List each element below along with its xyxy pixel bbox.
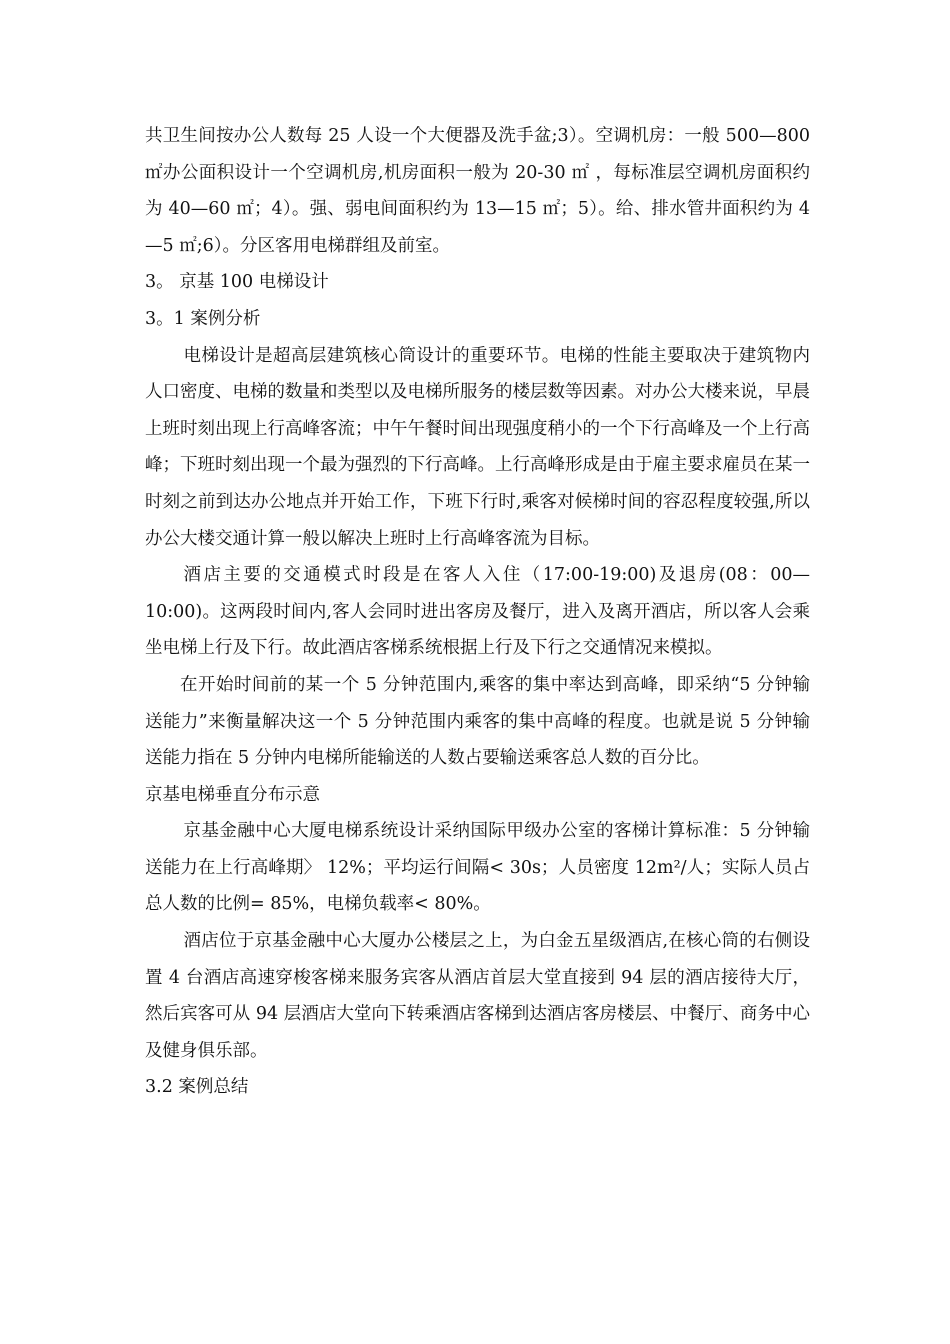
subsection-heading-case-summary: 3.2 案例总结 <box>145 1077 249 1098</box>
section-heading-elevator-design: 3。 京基 100 电梯设计 <box>145 272 329 293</box>
subsection-heading-case-analysis: 3。1 案例分析 <box>145 308 261 329</box>
paragraph-hotel-traffic: 酒店主要的交通模式时段是在客人入住（17:00-19:00)及退房(08：00—10:00)。这两段时间内,客人会同时进出客房及餐厅，进入及离开酒店，所以客人会乘坐电梯上行及下行。故此酒店客梯系统根据上行及下行之交通情况来模拟。 <box>145 565 810 659</box>
paragraph-office-traffic: 电梯设计是超高层建筑核心筒设计的重要环节。电梯的性能主要取决于建筑物内人口密度、电梯的数量和类型以及电梯所服务的楼层数等因素。对办公大楼来说，早晨上班时刻出现上行高峰客流；中午午餐时间出现强度稍小的一个下行高峰及一个上行高峰；下班时刻出现一个最为强烈的下行高峰。上行高峰形成是由于雇主要求雇员在某一时刻之前到达办公地点并开始工作，下班下行时,乘客对候梯时间的容忍程度较强,所以办公大楼交通计算一般以解决上班时上行高峰客流为目标。 <box>145 345 810 549</box>
document-body <box>145 118 810 1106</box>
paragraph-facilities: 共卫生间按办公人数每 25 人设一个大便器及洗手盆;3）。空调机房：一般 500—800 ㎡办公面积设计一个空调机房,机房面积一般为 20-30 ㎡ ，每标准层空调机房面积约为 40—60 ㎡；4）。强、弱电间面积约为 13—15 ㎡；5）。给、排水管井面积约为 4—5 ㎡;6）。分区客用电梯群组及前室。 <box>145 126 810 256</box>
paragraph-five-minute-capacity: 在开始时间前的某一个 5 分钟范围内,乘客的集中率达到高峰，即采纳“5 分钟输送能力”来衡量解决这一个 5 分钟范围内乘客的集中高峰的程度。也就是说 5 分钟输送能力指在 5 分钟内电梯所能输送的人数占要输送乘客总人数的百分比。 <box>145 674 810 769</box>
paragraph-design-standard: 京基金融中心大厦电梯系统设计采纳国际甲级办公室的客梯计算标准：5 分钟输送能力在上行高峰期〉 12%；平均运行间隔< 30s；人员密度 12m²/人；实际人员占总人数的比例= 85%，电梯负载率< 80%。 <box>145 821 810 915</box>
paragraph-hotel-elevators: 酒店位于京基金融中心大厦办公楼层之上，为白金五星级酒店,在核心筒的右侧设置 4 台酒店高速穿梭客梯来服务宾客从酒店首层大堂直接到 94 层的酒店接待大厅，然后宾客可从 94 层酒店大堂向下转乘酒店客梯到达酒店客房楼层、中餐厅、商务中心及健身俱乐部。 <box>145 931 810 1061</box>
caption-vertical-distribution: 京基电梯垂直分布示意 <box>145 784 320 805</box>
